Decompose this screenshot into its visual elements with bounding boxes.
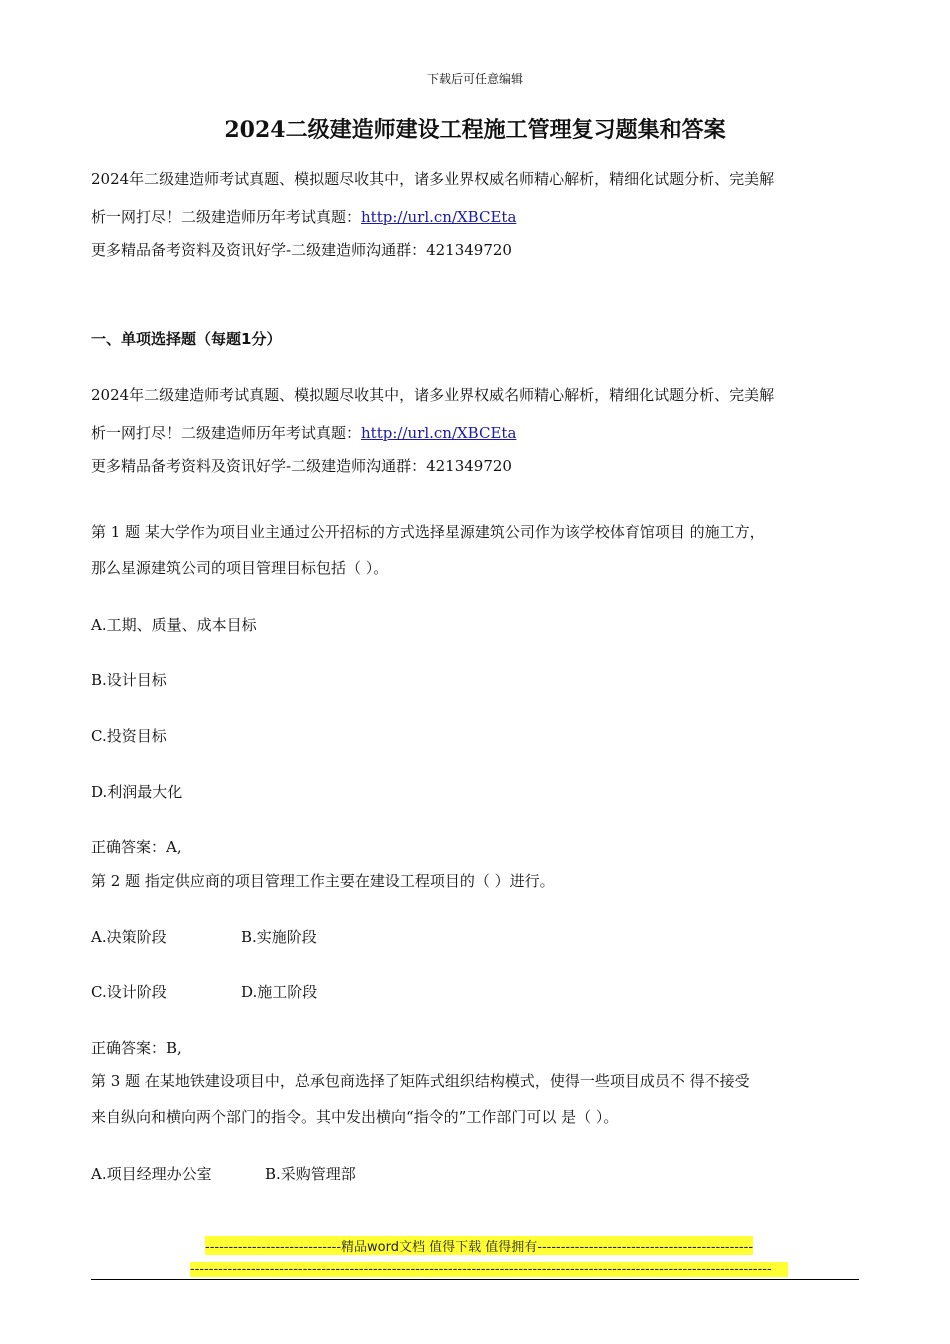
- q2-option-b: B.实施阶段: [241, 928, 317, 946]
- q1-option-b: B.设计目标: [91, 671, 167, 689]
- q1-option-c: C.投资目标: [91, 727, 167, 745]
- q2-answer: 正确答案：B,: [91, 1039, 182, 1057]
- section-heading: 一、单项选择题（每题1分）: [91, 330, 282, 348]
- footer-promo-line: -----------------------------精品word文档 值得下载 值得拥有----------------------------------------------: [205, 1236, 753, 1255]
- q3-stem-line-2: 来自纵向和横向两个部门的指令。其中发出横向“指令的”工作部门可以 是（ ）。: [91, 1108, 619, 1126]
- exam-link[interactable]: http://url.cn/XBCEta: [361, 208, 517, 226]
- q2-option-d: D.施工阶段: [241, 983, 318, 1001]
- intro-line-3: 更多精品备考资料及资讯好学-二级建造师沟通群：421349720: [91, 241, 512, 259]
- header-note: 下载后可任意编辑: [426, 72, 523, 86]
- intro2-line-3: 更多精品备考资料及资讯好学-二级建造师沟通群：421349720: [91, 457, 512, 475]
- q2-option-a: A.决策阶段: [91, 928, 167, 946]
- q3-option-a: A.项目经理办公室: [91, 1165, 212, 1183]
- intro2-line-2-text: 析一网打尽！二级建造师历年考试真题：: [91, 424, 362, 442]
- q3-option-b: B.采购管理部: [265, 1165, 356, 1183]
- footer-dash-line: ----------------------------------------------------------------------------------------------------------------------------: [190, 1262, 788, 1277]
- intro2-line-1: 2024年二级建造师考试真题、模拟题尽收其中，诸多业界权威名师精心解析，精细化试题分析、完美解: [91, 386, 775, 404]
- footer-divider: [91, 1279, 859, 1280]
- page-title: 2024二级建造师建设工程施工管理复习题集和答案: [224, 117, 726, 143]
- q1-option-d: D.利润最大化: [91, 783, 183, 801]
- q2-option-c: C.设计阶段: [91, 983, 167, 1001]
- q1-option-a: A.工期、质量、成本目标: [91, 616, 257, 634]
- q1-stem-line-1: 第 1 题 某大学作为项目业主通过公开招标的方式选择星源建筑公司作为该学校体育馆项目 的施工方，: [91, 523, 765, 541]
- intro2-line-2: [91, 422, 516, 443]
- q1-stem-line-2: 那么星源建筑公司的项目管理目标包括（ ）。: [91, 559, 389, 577]
- q3-stem-line-1: 第 3 题 在某地铁建设项目中，总承包商选择了矩阵式组织结构模式，使得一些项目成员不 得不接受: [91, 1072, 750, 1090]
- q2-stem-line-1: 第 2 题 指定供应商的项目管理工作主要在建设工程项目的（ ）进行。: [91, 872, 555, 890]
- intro-line-2: [91, 206, 516, 227]
- intro-line-1: 2024年二级建造师考试真题、模拟题尽收其中，诸多业界权威名师精心解析，精细化试题分析、完美解: [91, 170, 775, 188]
- q1-answer: 正确答案：A,: [91, 838, 182, 856]
- intro-line-2-text: 析一网打尽！二级建造师历年考试真题：: [91, 208, 362, 226]
- exam-link-2[interactable]: http://url.cn/XBCEta: [361, 424, 517, 442]
